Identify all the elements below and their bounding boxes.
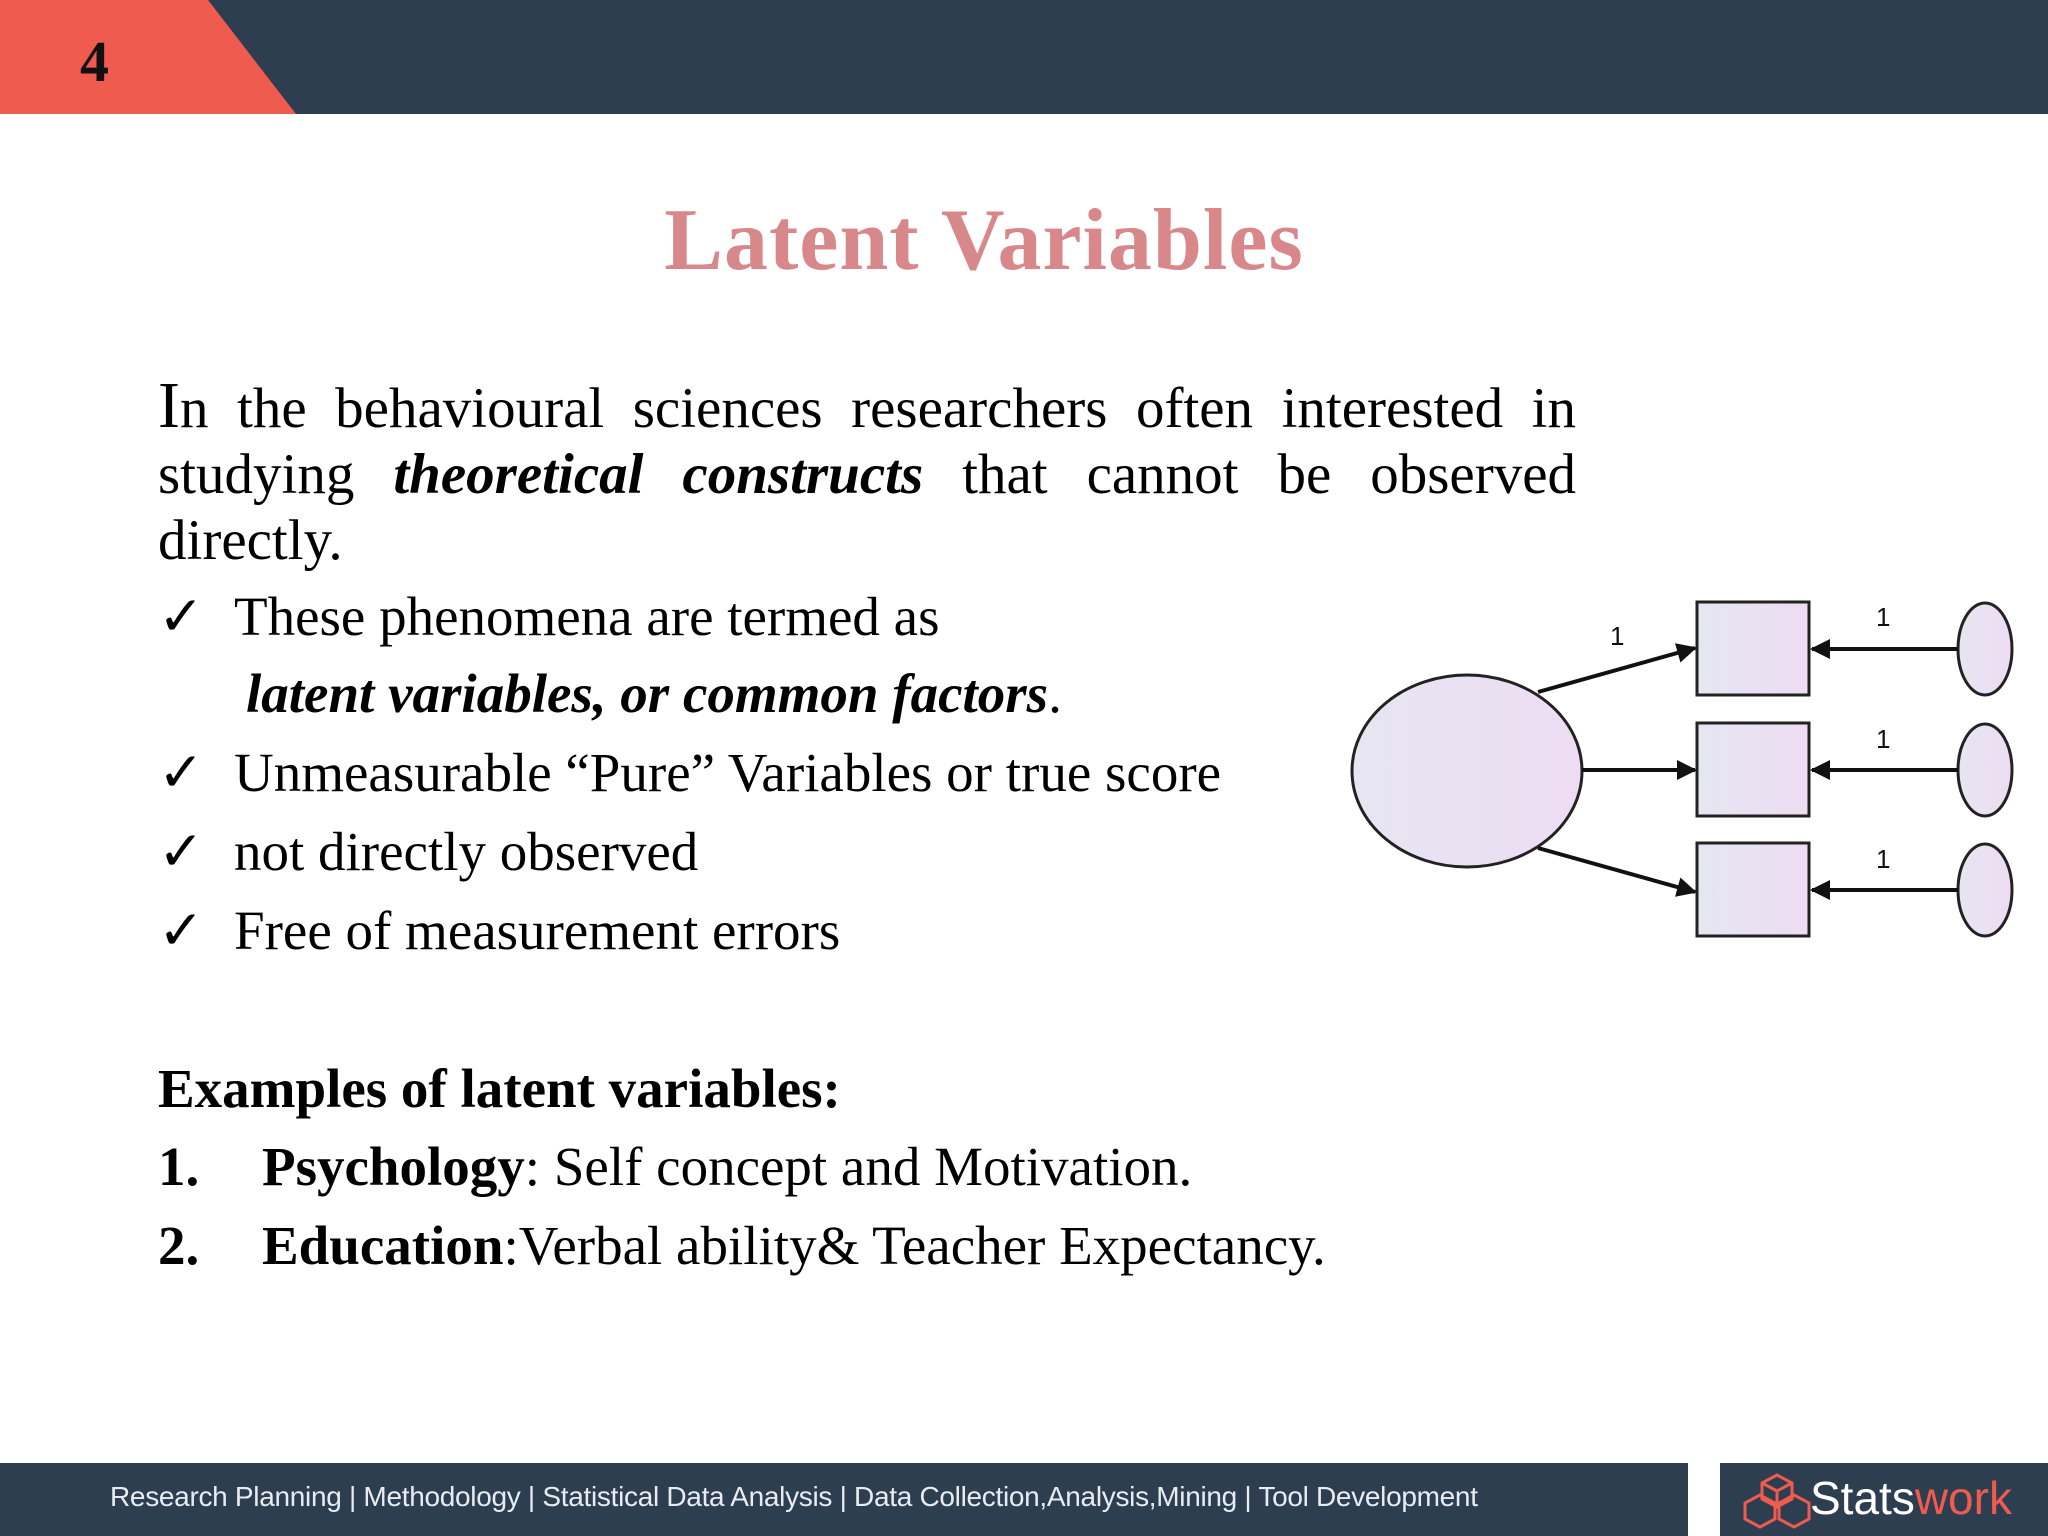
footer-services-text: Research Planning | Methodology | Statistical Data Analysis | Data Collection,Analysis,Mining | Tool Development (110, 1481, 1478, 1512)
bullet-subtext (246, 661, 1062, 727)
examples-heading: Examples of latent variables: (158, 1058, 841, 1119)
page-number: 4 (80, 29, 109, 94)
bullet-text: Unmeasurable “Pure” Variables or true score (234, 742, 1222, 803)
bullet-subtext-emphasis: latent variables, or common factors (246, 663, 1049, 724)
path-label: 1 (1610, 621, 1625, 651)
intro-text-part2: that cannot be observed directly. (158, 443, 1576, 572)
example-description: Verbal ability& Teacher Expectancy. (518, 1215, 1326, 1276)
loading-arrow (1538, 648, 1695, 692)
example-separator: : (503, 1215, 519, 1276)
cubes-logo-icon (1742, 1471, 1812, 1531)
example-description: Self concept and Motivation. (553, 1136, 1193, 1197)
bullet-text: not directly observed (234, 821, 699, 882)
logo-wordmark (1810, 1471, 2012, 1525)
observed-variable-box (1697, 723, 1809, 816)
header-bar (0, 0, 2048, 114)
check-icon: ✓ (158, 742, 205, 803)
loading-arrow (1538, 848, 1695, 892)
logo-word-stats: Stats (1810, 1472, 1915, 1524)
example-separator: : (524, 1136, 554, 1197)
path-label: 1 (1876, 844, 1891, 874)
example-field: Education (262, 1215, 504, 1276)
error-term-ellipse (1958, 844, 2012, 936)
observed-variable-box (1697, 602, 1809, 695)
latent-factor-ellipse (1352, 675, 1582, 867)
observed-variable-box (1697, 843, 1809, 936)
intro-drop-letter: I (158, 369, 180, 442)
intro-paragraph (158, 369, 1576, 574)
footer-bar (0, 1463, 1688, 1536)
example-text (262, 1213, 1326, 1279)
slide-title: Latent Variables (664, 192, 1304, 289)
check-icon: ✓ (158, 900, 205, 961)
statswork-logo (1720, 1463, 2048, 1536)
bullet-text: These phenomena are termed as (234, 586, 940, 647)
example-number: 2. (158, 1215, 200, 1276)
intro-emphasis: theoretical constructs (393, 443, 924, 506)
check-icon: ✓ (158, 586, 205, 647)
bullet-text: Free of measurement errors (234, 900, 841, 961)
intro-text-part1: n the behavioural sciences researchers often interested in studying (158, 377, 1576, 506)
latent-variable-diagram (1340, 585, 2020, 970)
path-label: 1 (1876, 602, 1891, 632)
path-label: 1 (1876, 724, 1891, 754)
example-number: 1. (158, 1136, 200, 1197)
bullet-subtext-end: . (1048, 663, 1062, 724)
error-term-ellipse (1958, 603, 2012, 695)
check-icon: ✓ (158, 821, 205, 882)
error-term-ellipse (1958, 724, 2012, 816)
logo-word-work: work (1914, 1472, 2012, 1524)
example-field: Psychology (262, 1136, 525, 1197)
example-text (262, 1134, 1192, 1200)
